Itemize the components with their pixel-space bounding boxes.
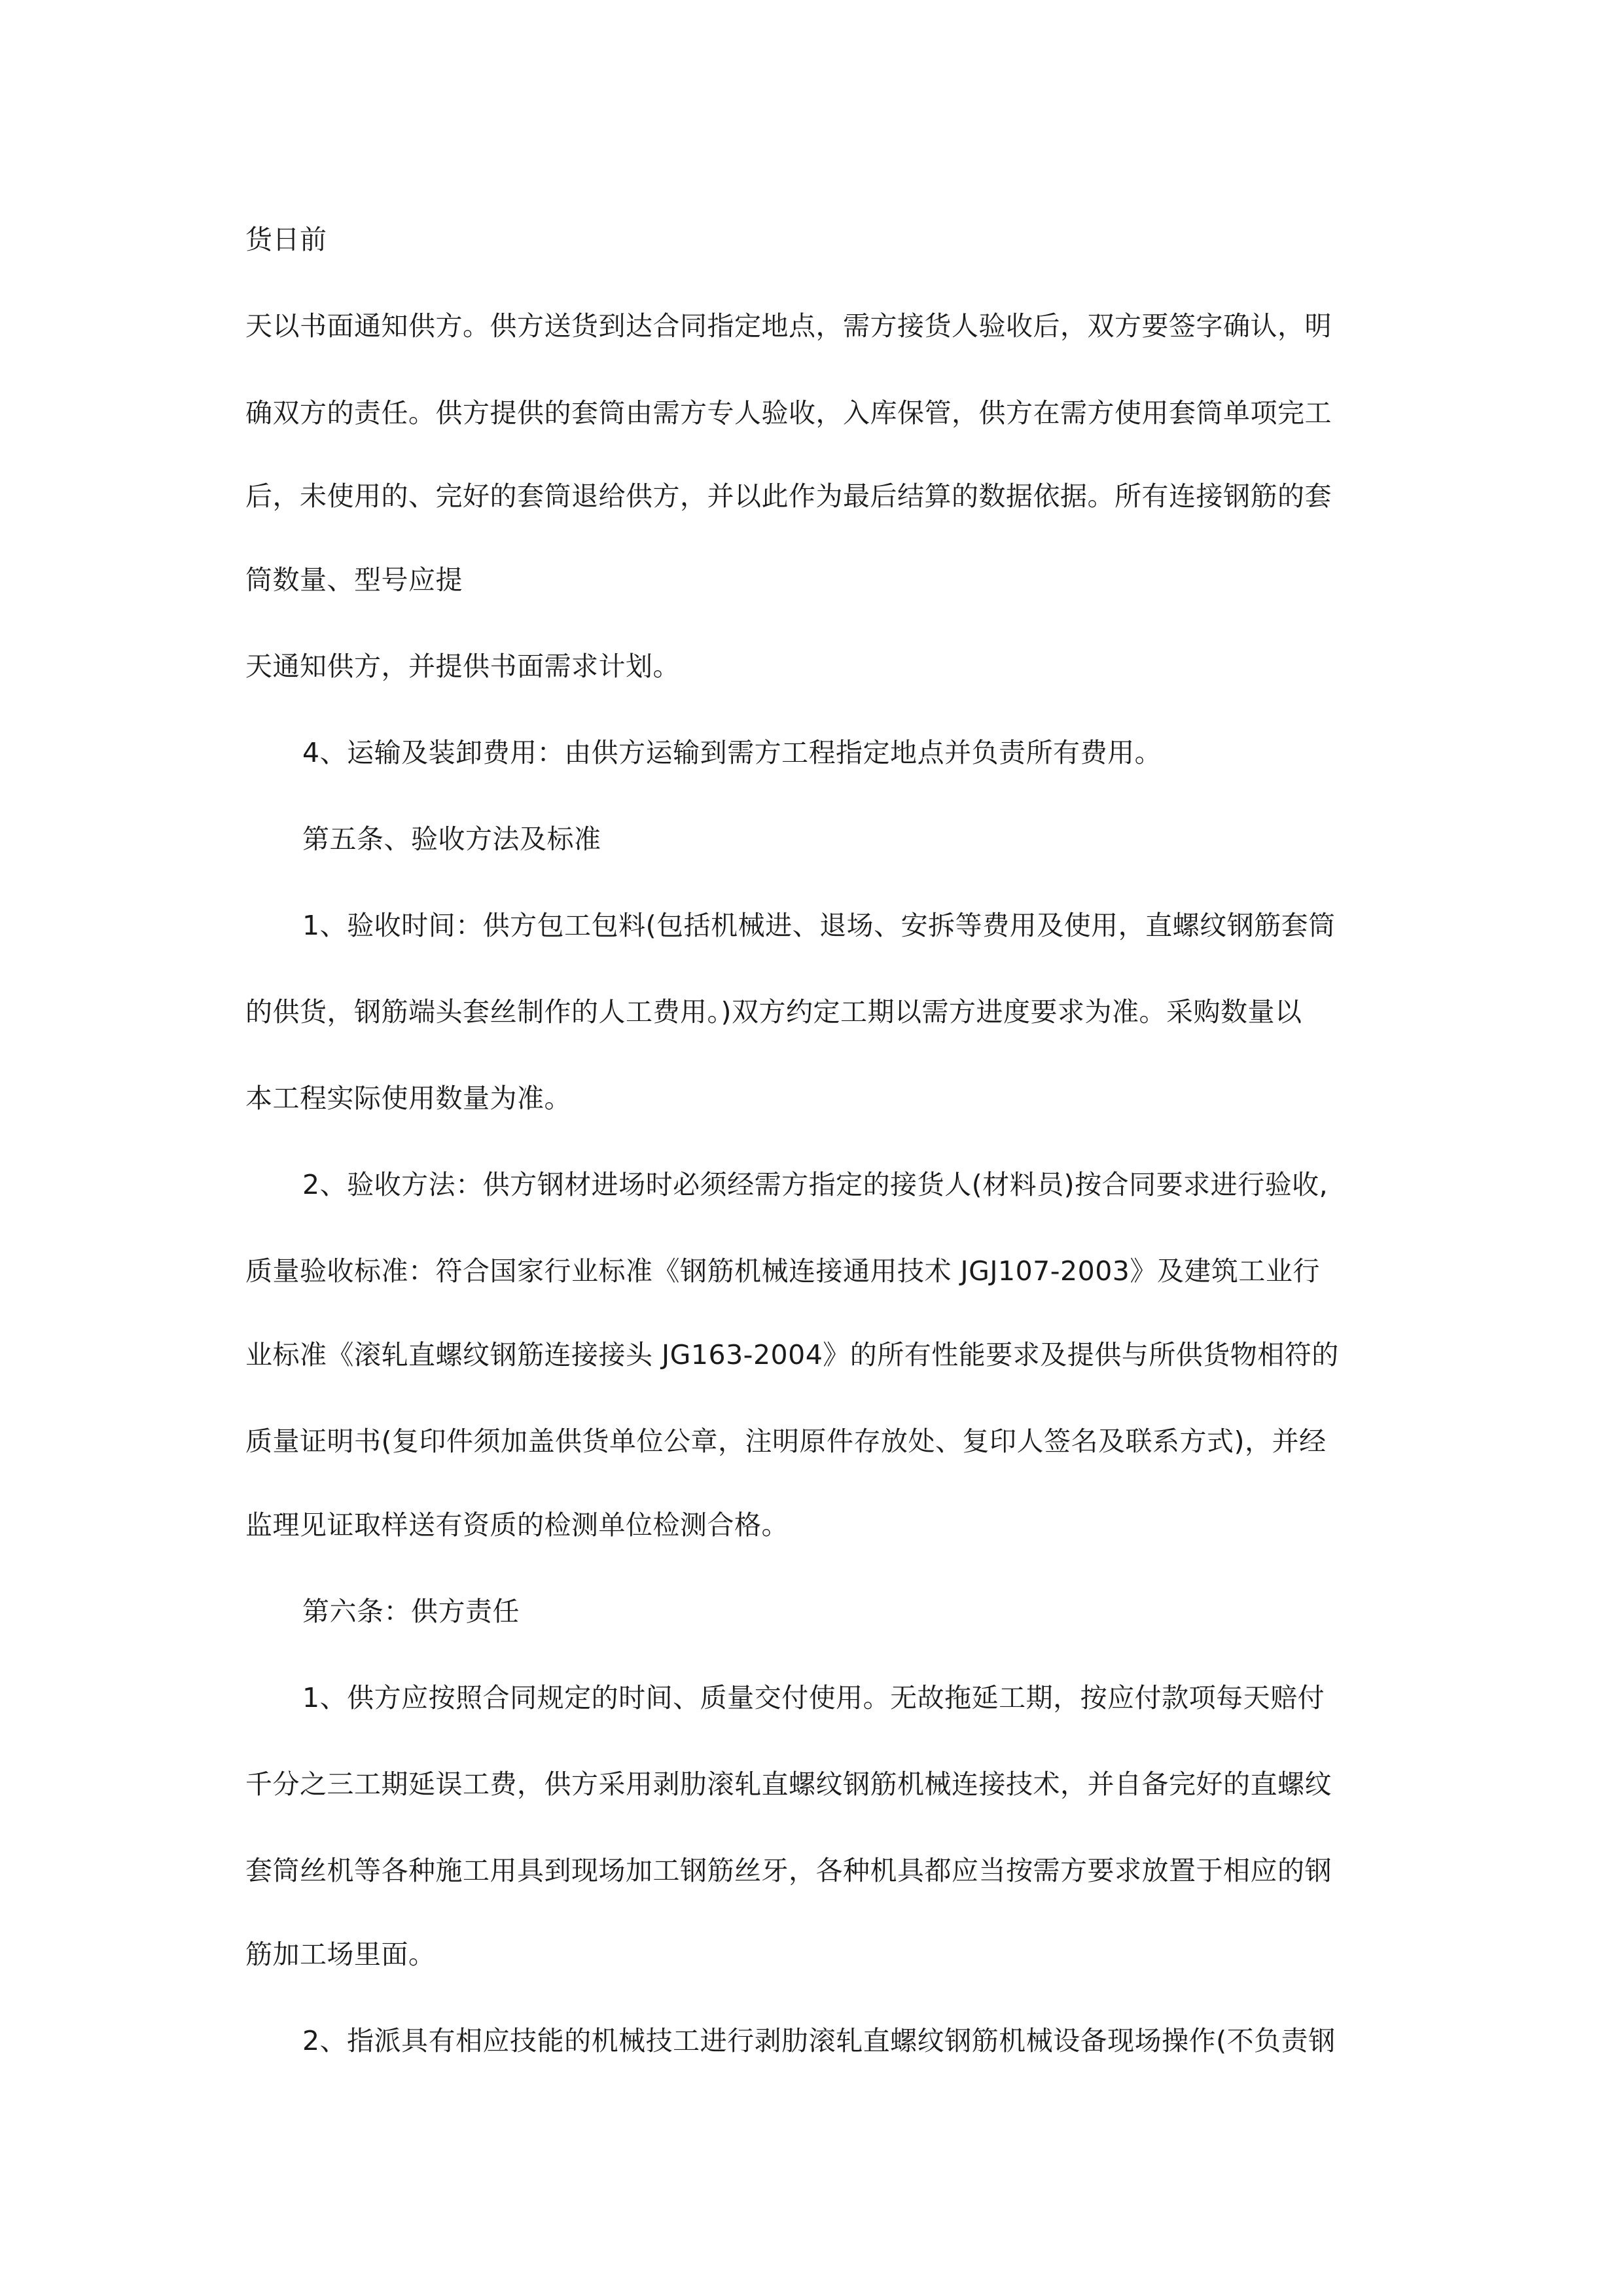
text-line: 天以书面通知供方。供方送货到达合同指定地点，需方接货人验收后，双方要签字确认，明 [245, 310, 1332, 342]
text-line: 1、供方应按照合同规定的时间、质量交付使用。无故拖延工期，按应付款项每天赔付 [302, 1682, 1325, 1713]
text-line: 货日前 [245, 224, 327, 255]
text-line: 2、验收方法：供方钢材进场时必须经需方指定的接货人(材料员)按合同要求进行验收, [302, 1169, 1329, 1200]
section-heading: 第六条：供方责任 [302, 1596, 520, 1627]
text-line: 1、验收时间：供方包工包料(包括机械进、退场、安拆等费用及使用，直螺纹钢筋套筒 [302, 910, 1336, 941]
text-line: 筒数量、型号应提 [245, 564, 463, 596]
text-line: 监理见证取样送有资质的检测单位检测合格。 [245, 1509, 789, 1541]
text-line: 天通知供方，并提供书面需求计划。 [245, 651, 680, 682]
text-line: 的供货，钢筋端头套丝制作的人工费用。)双方约定工期以需方进度要求为准。采购数量以 [245, 996, 1302, 1028]
text-line: 4、运输及装卸费用：由供方运输到需方工程指定地点并负责所有费用。 [302, 737, 1162, 768]
text-line: 2、指派具有相应技能的机械技工进行剥肋滚轧直螺纹钢筋机械设备现场操作(不负责钢 [302, 2025, 1336, 2056]
text-line: 业标准《滚轧直螺纹钢筋连接接头 JG163-2004》的所有性能要求及提供与所供货物相符的 [245, 1339, 1339, 1371]
text-line: 本工程实际使用数量为准。 [245, 1083, 571, 1114]
text-line: 套筒丝机等各种施工用具到现场加工钢筋丝牙，各种机具都应当按需方要求放置于相应的钢 [245, 1855, 1332, 1886]
text-line: 后，未使用的、完好的套筒退给供方，并以此作为最后结算的数据依据。所有连接钢筋的套 [245, 480, 1332, 512]
text-line: 确双方的责任。供方提供的套筒由需方专人验收，入库保管，供方在需方使用套筒单项完工 [245, 397, 1332, 429]
text-line: 千分之三工期延误工费，供方采用剥肋滚轧直螺纹钢筋机械连接技术，并自备完好的直螺纹 [245, 1768, 1332, 1800]
section-heading: 第五条、验收方法及标准 [302, 823, 601, 855]
text-line: 筋加工场里面。 [245, 1939, 436, 1970]
text-line: 质量证明书(复印件须加盖供货单位公章，注明原件存放处、复印人签名及联系方式)，并经 [245, 1426, 1327, 1457]
text-line: 质量验收标准：符合国家行业标准《钢筋机械连接通用技术 JGJ107-2003》及建筑工业行 [245, 1255, 1320, 1287]
